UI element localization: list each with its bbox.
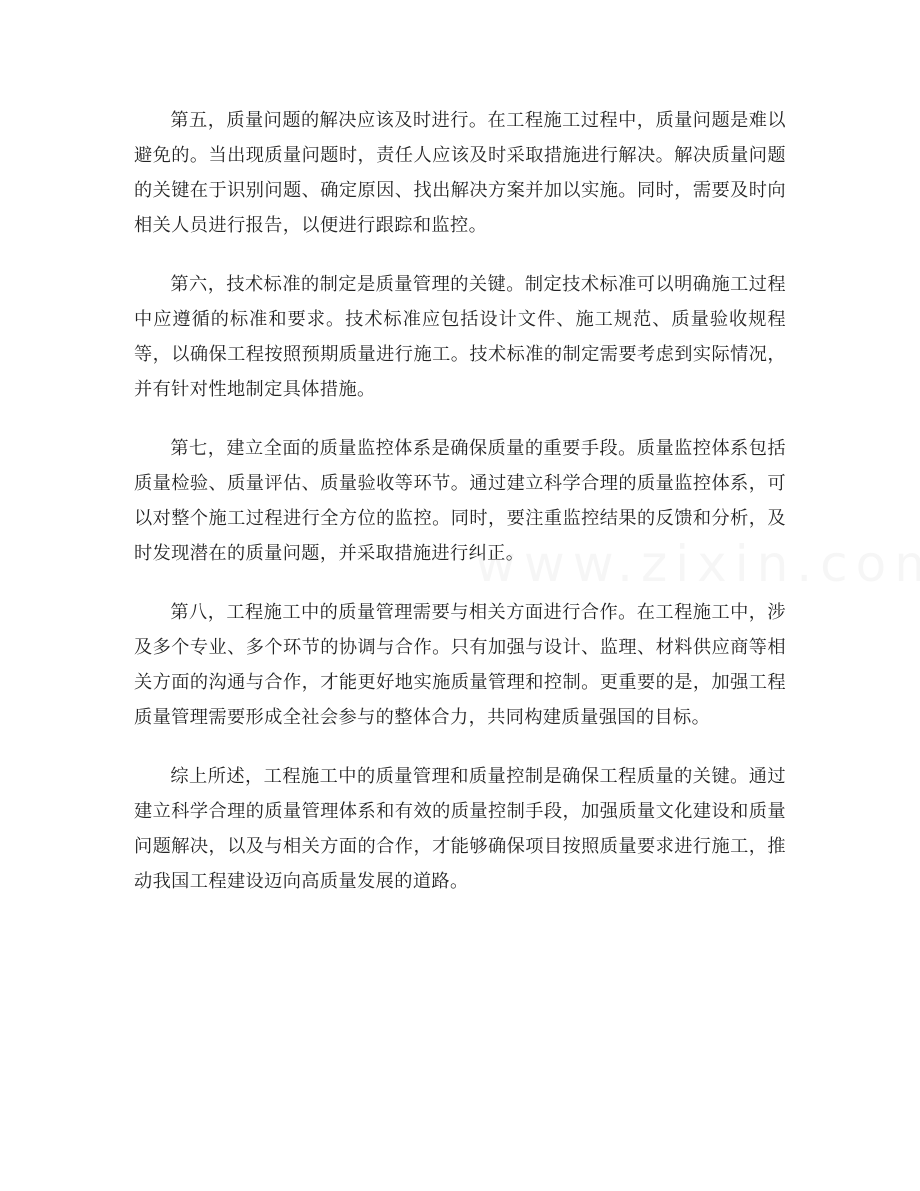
paragraph-conclusion: 综上所述，工程施工中的质量管理和质量控制是确保工程质量的关键。通过建立科学合理的质量管理体系和有效的质量控制手段，加强质量文化建设和质量问题解决，以及与相关方面的合作，才能够确保项目按照质量要求进行施工，推动我国工程建设迈向高质量发展的道路。: [134, 766, 786, 892]
document-body: [134, 103, 786, 923]
paragraph-eighth: 第八，工程施工中的质量管理需要与相关方面进行合作。在工程施工中，涉及多个专业、多个环节的协调与合作。只有加强与设计、监理、材料供应商等相关方面的沟通与合作，才能更好地实施质量管理和控制。更重要的是，加强工程质量管理需要形成全社会参与的整体合力，共同构建质量强国的目标。: [134, 602, 786, 728]
paragraph-seventh: 第七，建立全面的质量监控体系是确保质量的重要手段。质量监控体系包括质量检验、质量评估、质量验收等环节。通过建立科学合理的质量监控体系，可以对整个施工过程进行全方位的监控。同时，要注重监控结果的反馈和分析，及时发现潜在的质量问题，并采取措施进行纠正。: [134, 438, 786, 564]
paragraph-sixth: 第六，技术标准的制定是质量管理的关键。制定技术标准可以明确施工过程中应遵循的标准和要求。技术标准应包括设计文件、施工规范、质量验收规程等，以确保工程按照预期质量进行施工。技术标准的制定需要考虑到实际情况，并有针对性地制定具体措施。: [134, 274, 786, 400]
paragraph-fifth: 第五，质量问题的解决应该及时进行。在工程施工过程中，质量问题是难以避免的。当出现质量问题时，责任人应该及时采取措施进行解决。解决质量问题的关键在于识别问题、确定原因、找出解决方案并加以实施。同时，需要及时向相关人员进行报告，以便进行跟踪和监控。: [134, 110, 786, 236]
